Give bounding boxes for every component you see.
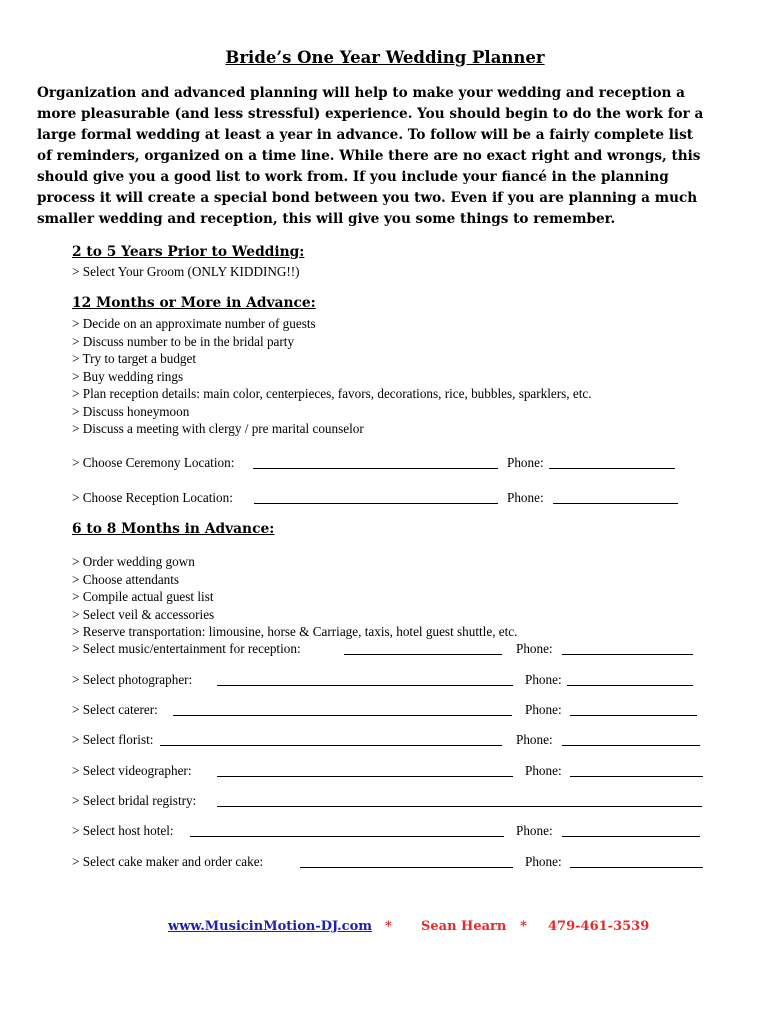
cake-maker-phone-blank[interactable]: [570, 867, 703, 868]
list-item: > Order wedding gown: [72, 554, 195, 569]
list-item: > Discuss a meeting with clergy / pre marital counselor: [72, 421, 364, 436]
reception-phone-blank[interactable]: [553, 503, 678, 504]
intro-line: Organization and advanced planning will help to make your wedding and reception a: [37, 85, 685, 101]
cake-maker-blank[interactable]: [300, 867, 513, 868]
section-heading-6-to-8-months: 6 to 8 Months in Advance:: [72, 521, 275, 537]
list-item: > Buy wedding rings: [72, 368, 184, 384]
field-label: > Select music/entertainment for reception:: [72, 641, 301, 656]
phone-label: Phone:: [525, 854, 562, 869]
reception-location-blank[interactable]: [254, 503, 498, 504]
section-heading-12-months: 12 Months or More in Advance:: [72, 295, 316, 311]
florist-blank[interactable]: [160, 745, 502, 746]
videographer-phone-blank[interactable]: [570, 776, 703, 777]
list-item: > Discuss honeymoon: [72, 403, 190, 419]
phone-label: Phone:: [516, 732, 553, 747]
ceremony-phone-blank[interactable]: [549, 468, 675, 469]
footer-website-link[interactable]: www.MusicinMotion-DJ.com: [168, 919, 373, 934]
section-heading-2-to-5-years: 2 to 5 Years Prior to Wedding:: [72, 244, 305, 260]
phone-label: Phone:: [507, 490, 544, 505]
intro-line: process it will create a special bond between you two. Even if you are planning a much: [37, 190, 698, 206]
footer-phone: 479-461-3539: [548, 919, 650, 934]
list-item: > Select veil & accessories: [72, 606, 215, 622]
field-label: > Select cake maker and order cake:: [72, 854, 264, 869]
list-item: > Select Your Groom (ONLY KIDDING!!): [72, 264, 300, 279]
phone-label: Phone:: [507, 455, 544, 470]
videographer-blank[interactable]: [217, 776, 513, 777]
intro-paragraph: [37, 83, 737, 230]
phone-label: Phone:: [525, 763, 562, 778]
ceremony-location-blank[interactable]: [253, 468, 498, 469]
list-item: > Plan reception details: main color, centerpieces, favors, decorations, rice, bubbles, sparklers, etc.: [72, 386, 592, 401]
intro-line: smaller wedding and reception, this will give you some things to remember.: [37, 211, 616, 227]
photographer-blank[interactable]: [217, 685, 513, 686]
field-label: > Select photographer:: [72, 672, 193, 687]
music-entertainment-blank[interactable]: [344, 654, 502, 655]
field-label: > Choose Ceremony Location:: [72, 455, 235, 470]
phone-label: Phone:: [525, 672, 562, 687]
footer-separator: *: [520, 919, 527, 934]
intro-line: large formal wedding at least a year in advance. To follow will be a fairly complete list: [37, 127, 693, 143]
intro-line: should give you a good list to work from. If you include your fiancé in the planning: [37, 169, 669, 185]
phone-label: Phone:: [516, 641, 553, 656]
field-label: > Choose Reception Location:: [72, 490, 233, 505]
footer-separator: *: [385, 919, 392, 934]
intro-line: of reminders, organized on a time line. While there are no exact right and wrongs, this: [37, 148, 701, 164]
section-list-12-months: [72, 315, 592, 438]
photographer-phone-blank[interactable]: [567, 685, 693, 686]
florist-phone-blank[interactable]: [562, 745, 700, 746]
caterer-blank[interactable]: [173, 715, 512, 716]
footer-name: Sean Hearn: [421, 919, 507, 934]
list-item: > Discuss number to be in the bridal party: [72, 333, 295, 349]
caterer-phone-blank[interactable]: [570, 715, 697, 716]
field-label: > Select bridal registry:: [72, 793, 197, 808]
field-label: > Select host hotel:: [72, 823, 174, 838]
list-item: > Reserve transportation: limousine, horse & Carriage, taxis, hotel guest shuttle, etc.: [72, 624, 518, 639]
list-item: > Try to target a budget: [72, 351, 197, 366]
phone-label: Phone:: [525, 702, 562, 717]
host-hotel-phone-blank[interactable]: [562, 836, 700, 837]
field-label: > Select videographer:: [72, 763, 192, 778]
section-list-2-to-5-years: [72, 263, 300, 281]
field-label: > Select florist:: [72, 732, 154, 747]
field-label: > Select caterer:: [72, 702, 158, 717]
phone-label: Phone:: [516, 823, 553, 838]
intro-line: more pleasurable (and less stressful) experience. You should begin to do the work for a: [37, 106, 704, 122]
section-list-6-to-8-months: [72, 553, 517, 641]
bridal-registry-blank[interactable]: [217, 806, 702, 807]
list-item: > Compile actual guest list: [72, 589, 214, 604]
list-item: > Choose attendants: [72, 571, 180, 587]
page-title: Bride’s One Year Wedding Planner: [225, 48, 545, 67]
host-hotel-blank[interactable]: [190, 836, 504, 837]
music-phone-blank[interactable]: [562, 654, 693, 655]
list-item: > Decide on an approximate number of guests: [72, 316, 316, 331]
